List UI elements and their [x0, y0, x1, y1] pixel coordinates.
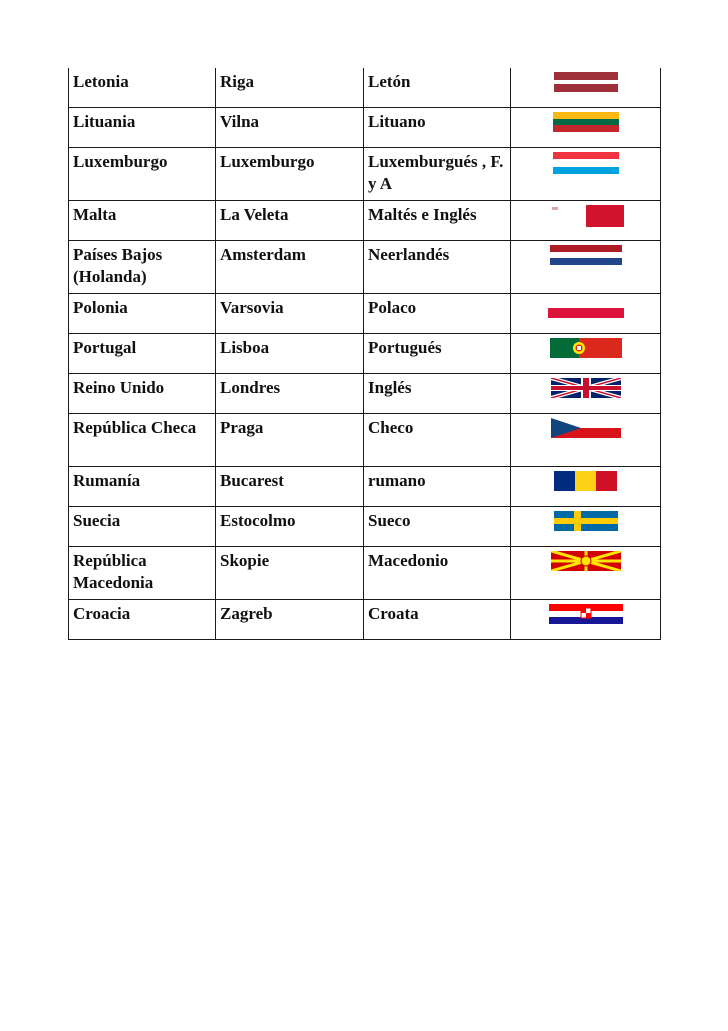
language-cell: Letón — [364, 68, 511, 108]
table-row — [69, 467, 661, 507]
capital-cell: La Veleta — [216, 201, 364, 241]
table-row — [69, 68, 661, 108]
country-cell: República Checa — [69, 414, 216, 467]
capital-cell: Praga — [216, 414, 364, 467]
flag-cell — [511, 68, 661, 108]
capital-cell: Vilna — [216, 108, 364, 148]
capital-cell: Londres — [216, 374, 364, 414]
capital-cell: Amsterdam — [216, 241, 364, 294]
table-row — [69, 108, 661, 148]
language-cell: Croata — [364, 600, 511, 640]
flag-cell — [511, 374, 661, 414]
flag-cell — [511, 507, 661, 547]
country-cell: Países Bajos (Holanda) — [69, 241, 216, 294]
table-row — [69, 201, 661, 241]
capital-cell: Bucarest — [216, 467, 364, 507]
flag-cell — [511, 148, 661, 201]
country-cell: Polonia — [69, 294, 216, 334]
flag-cell — [511, 334, 661, 374]
malta-flag-icon — [548, 205, 624, 227]
portugal-flag-icon — [550, 338, 622, 358]
flag-cell — [511, 241, 661, 294]
country-cell: Lituania — [69, 108, 216, 148]
country-cell: Croacia — [69, 600, 216, 640]
capital-cell: Skopie — [216, 547, 364, 600]
capital-cell: Riga — [216, 68, 364, 108]
table-row — [69, 334, 661, 374]
language-cell: Lituano — [364, 108, 511, 148]
language-cell: Checo — [364, 414, 511, 467]
table-row — [69, 507, 661, 547]
luxembourg-flag-icon — [553, 152, 619, 174]
table-row — [69, 547, 661, 600]
countries-table — [68, 68, 661, 640]
table-row — [69, 148, 661, 201]
uk-flag-icon — [551, 378, 621, 398]
capital-cell: Luxemburgo — [216, 148, 364, 201]
romania-flag-icon — [554, 471, 617, 491]
language-cell: Neerlandés — [364, 241, 511, 294]
country-cell: República Macedonia — [69, 547, 216, 600]
flag-cell — [511, 600, 661, 640]
netherlands-flag-icon — [550, 245, 622, 265]
table-row — [69, 414, 661, 467]
country-cell: Suecia — [69, 507, 216, 547]
language-cell: Luxemburgués , F. y A — [364, 148, 511, 201]
language-cell: Macedonio — [364, 547, 511, 600]
table-row — [69, 374, 661, 414]
country-cell: Reino Unido — [69, 374, 216, 414]
capital-cell: Lisboa — [216, 334, 364, 374]
table-row — [69, 600, 661, 640]
flag-cell — [511, 414, 661, 467]
language-cell: Inglés — [364, 374, 511, 414]
language-cell: Maltés e Inglés — [364, 201, 511, 241]
lithuania-flag-icon — [553, 112, 619, 132]
poland-flag-icon — [548, 298, 624, 318]
macedonia-flag-icon — [551, 551, 621, 571]
latvia-flag-icon — [554, 72, 618, 92]
country-cell: Luxemburgo — [69, 148, 216, 201]
table-row — [69, 294, 661, 334]
table-row — [69, 241, 661, 294]
country-cell: Malta — [69, 201, 216, 241]
capital-cell: Estocolmo — [216, 507, 364, 547]
country-cell: Portugal — [69, 334, 216, 374]
sweden-flag-icon — [554, 511, 618, 531]
language-cell: rumano — [364, 467, 511, 507]
flag-cell — [511, 108, 661, 148]
flag-cell — [511, 467, 661, 507]
capital-cell: Varsovia — [216, 294, 364, 334]
language-cell: Polaco — [364, 294, 511, 334]
language-cell: Portugués — [364, 334, 511, 374]
capital-cell: Zagreb — [216, 600, 364, 640]
country-cell: Letonia — [69, 68, 216, 108]
czech-flag-icon — [551, 418, 621, 438]
language-cell: Sueco — [364, 507, 511, 547]
country-cell: Rumanía — [69, 467, 216, 507]
croatia-flag-icon — [549, 604, 623, 624]
flag-cell — [511, 547, 661, 600]
flag-cell — [511, 294, 661, 334]
flag-cell — [511, 201, 661, 241]
